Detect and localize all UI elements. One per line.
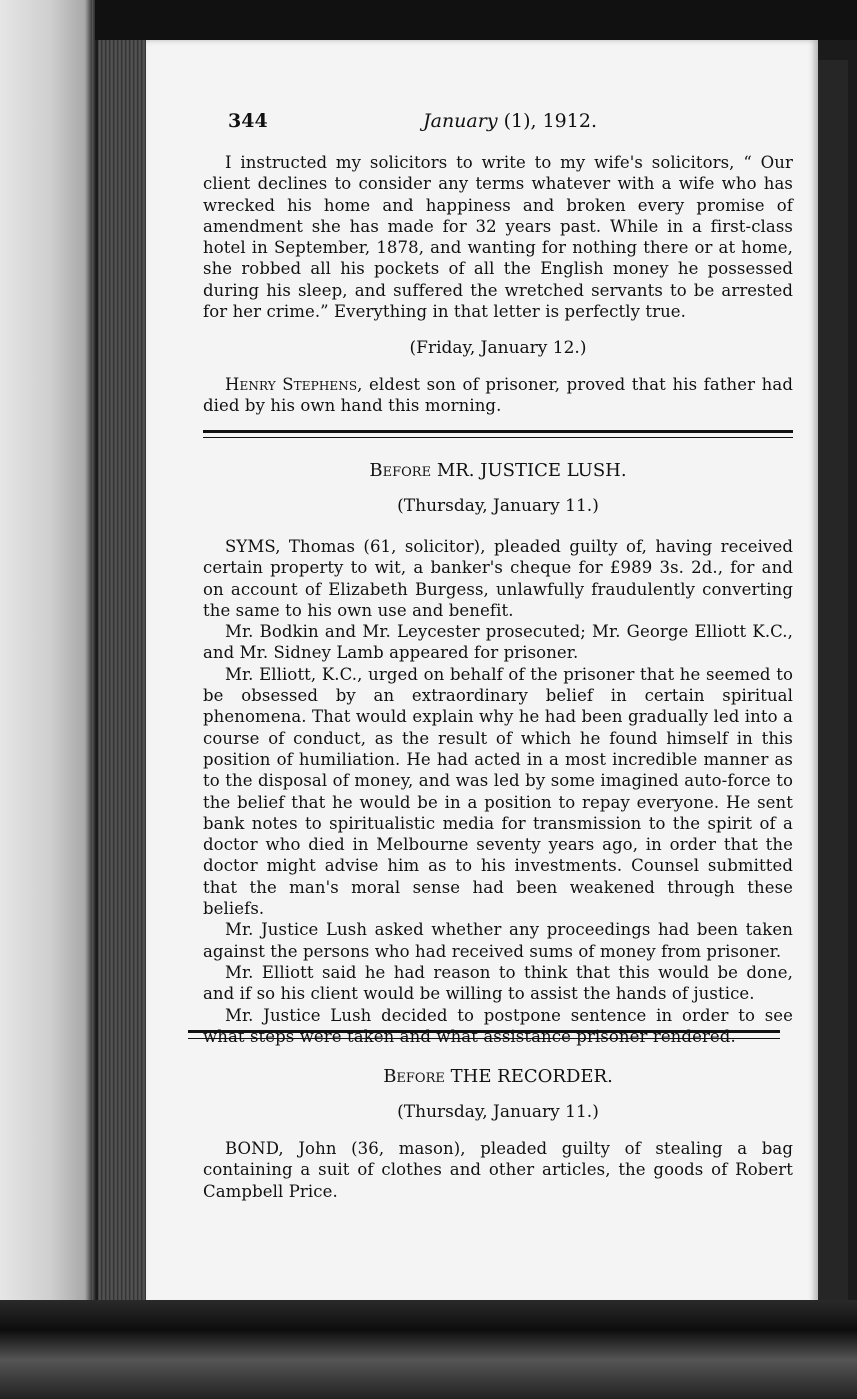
section-divider <box>203 430 793 433</box>
scanner-bottom-band <box>0 1300 857 1399</box>
judge-name: MR. JUSTICE LUSH. <box>436 460 627 481</box>
paragraph: Mr. Elliott said he had reason to think that this would be done, and if so his client would be willing to assist the hands of justice. <box>203 962 793 1004</box>
section-divider <box>188 1030 780 1033</box>
letter-paragraph <box>203 152 793 322</box>
paragraph: Mr. Bodkin and Mr. Leycester prosecuted; Mr. George Elliott K.C., and Mr. Sidney Lamb appeared for prisoner. <box>203 622 793 663</box>
paragraph: Mr. Elliott, K.C., urged on behalf of the prisoner that he seemed to be obsessed by an extraordinary belief in certain spiritual phenomena. That would explain why he had been gradually led into a course of conduct, as the result of which he found himself in this position of humiliation. He had acted in a most incredible manner as to the disposal of money, and was led by some imagined auto-force to the belief that he would be in a position to repay everyone. He sent bank notes to spiritualistic media for transmission to the spirit of a doctor who died in Melbourne seventy years ago, in order that the doctor might advise him as to his investments. Counsel submitted that the man's moral sense had been weakened through these beliefs. <box>203 664 793 919</box>
running-title-date: (1), 1912. <box>497 110 597 132</box>
running-title-month: January <box>423 110 498 132</box>
section-heading-recorder <box>203 1066 793 1087</box>
section-divider-thin <box>203 437 793 438</box>
page-number: 344 <box>228 110 268 132</box>
running-title <box>423 110 597 132</box>
paragraph: Mr. Justice Lush asked whether any proceedings had been taken against the persons who had received sums of money from prisoner. <box>203 920 793 961</box>
before-label: Before <box>383 1066 445 1087</box>
scanner-top-band <box>95 0 857 40</box>
witness-name: Henry Stephens <box>225 375 358 394</box>
judge-name: THE RECORDER. <box>450 1066 613 1087</box>
page-right-shadow <box>818 60 848 1300</box>
book-page-edges <box>98 40 146 1300</box>
section-lush-body <box>203 536 793 1047</box>
scanner-left-margin <box>0 0 92 1330</box>
section-heading-lush <box>203 460 793 481</box>
paragraph: Mr. Justice Lush decided to postpone sentence in order to see what steps were taken and what assistance prisoner rendered. <box>203 1005 793 1046</box>
before-label: Before <box>369 460 432 481</box>
paragraph: I instructed my solicitors to write to my wife's solicitors, “ Our client declines to consider any terms whatever with a wife who has wrecked his home and happiness and broken every promise of amendment she has made for 32 years past. While in a first-class hotel in September, 1878, and wanting for nothing there or at home, she robbed all his pockets of all the English money he possessed during his sleep, and suffered the wretched servants to be arrested for her crime.” Everything in that letter is perfectly true. <box>203 153 793 322</box>
witness-text: , eldest son of prisoner, proved that his father had died by his own hand this morning. <box>203 375 794 416</box>
friday-heading: (Friday, January 12.) <box>409 338 587 358</box>
section-date-recorder: (Thursday, January 11.) <box>397 1102 599 1122</box>
section-divider-thin <box>188 1038 780 1039</box>
stephens-paragraph <box>203 374 793 417</box>
section-date-lush: (Thursday, January 11.) <box>397 496 599 516</box>
section-recorder-body <box>203 1138 793 1202</box>
paragraph <box>203 374 793 417</box>
paragraph: SYMS, Thomas (61, solicitor), pleaded guilty of, having received certain property to wit, a banker's cheque for £989 3s. 2d., for and on account of Elizabeth Burgess, unlawfully fraudulently converting the same to his own use and benefit. <box>203 537 793 620</box>
paragraph: BOND, John (36, mason), pleaded guilty of stealing a bag containing a suit of clothes and other articles, the goods of Robert Campbell Price. <box>203 1139 793 1201</box>
